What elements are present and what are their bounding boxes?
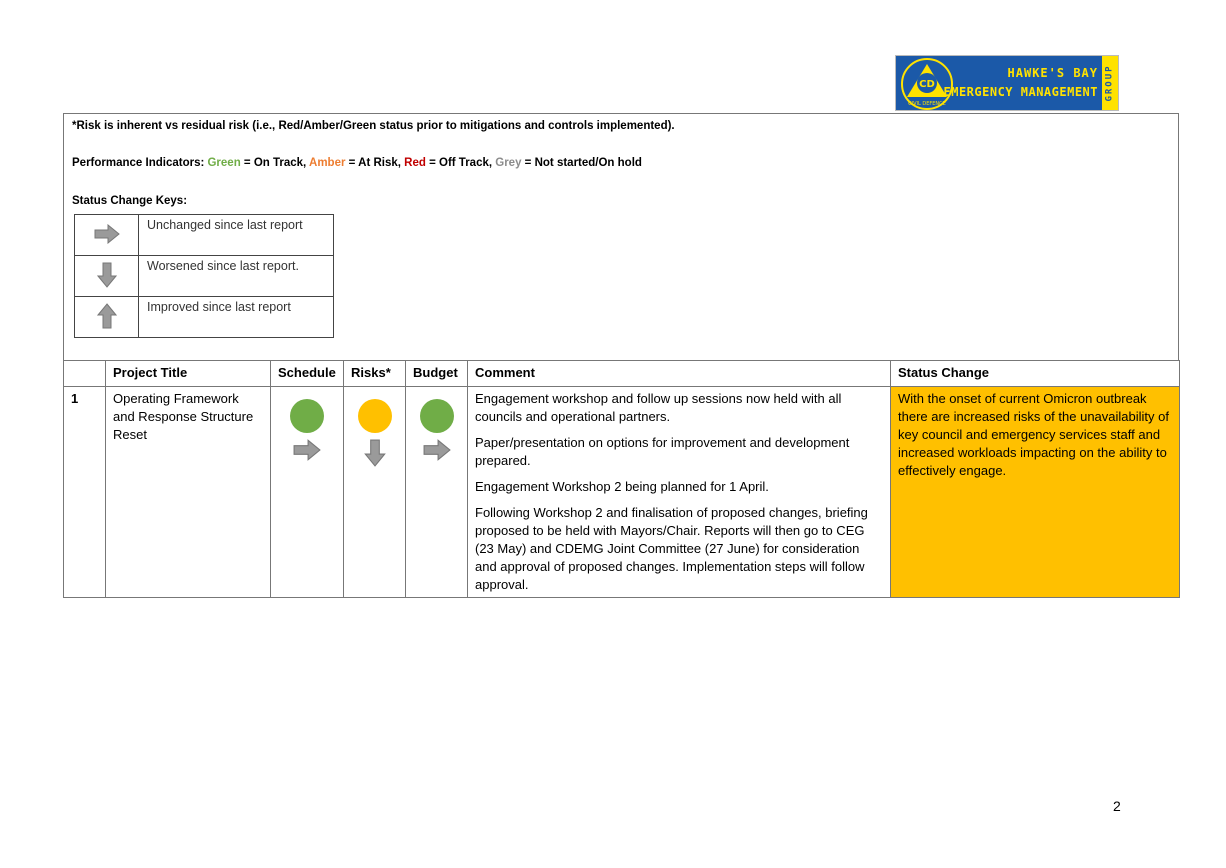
key-icon-cell [75, 215, 139, 256]
logo-line-2: EMERGENCY MANAGEMENT [943, 85, 1098, 99]
schedule-indicator [271, 387, 344, 598]
arrow-down-icon [364, 439, 386, 467]
risk-note: *Risk is inherent vs residual risk (i.e., Red/Amber/Green status prior to mitigations and controls implemented). [72, 120, 675, 132]
green-def: = On Track, [240, 157, 310, 169]
header-risks: Risks* [344, 361, 406, 387]
red-def: = Off Track, [425, 157, 496, 169]
status-change-keys-table [74, 214, 334, 338]
header-status-change: Status Change [891, 361, 1180, 387]
green-status-dot [420, 399, 454, 433]
key-icon-cell [75, 256, 139, 297]
grey-def: = Not started/On hold [521, 157, 642, 169]
key-row-worsened [75, 256, 334, 297]
arrow-up-icon [97, 303, 117, 329]
page-number: 2 [1113, 798, 1121, 814]
grey-key: Grey [495, 157, 522, 169]
comment-paragraph: Following Workshop 2 and finalisation of proposed changes, briefing proposed to be held with Mayors/Chair. Reports will then go to CEG (23 May) and CDEMG Joint Committee (27 June) for consideration and approval of proposed changes. Implementation steps will follow approval. [475, 505, 868, 592]
arrow-right-icon [94, 224, 120, 244]
key-label: Worsened since last report. [139, 256, 334, 297]
key-label: Improved since last report [139, 297, 334, 338]
comment-paragraph: Paper/presentation on options for improvement and development prepared. [475, 435, 850, 468]
header-schedule: Schedule [271, 361, 344, 387]
svg-text:CIVIL DEFENCE: CIVIL DEFENCE [908, 101, 946, 107]
red-key: Red [404, 157, 426, 169]
header-num [64, 361, 106, 387]
key-row-improved [75, 297, 334, 338]
key-icon-cell [75, 297, 139, 338]
comment-cell [468, 387, 891, 598]
project-title: Operating Framework and Response Structure Reset [106, 387, 271, 598]
logo-group-text: GROUP [1105, 64, 1115, 102]
row-number: 1 [64, 387, 106, 598]
key-label: Unchanged since last report [139, 215, 334, 256]
comment-paragraph: Engagement workshop and follow up sessions now held with all councils and operational partners. [475, 391, 842, 424]
green-key: Green [207, 157, 241, 169]
header-budget: Budget [406, 361, 468, 387]
logo-wordmark [944, 64, 1099, 102]
svg-text:CD: CD [919, 79, 935, 90]
logo-group-tab [1102, 56, 1118, 110]
status-change-cell: With the onset of current Omicron outbreak there are increased risks of the unavailability of key council and emergency services staff and increased workloads impacting on the ability to effectively engage. [891, 387, 1180, 598]
hawkes-bay-emergency-management-logo [895, 55, 1119, 111]
green-status-dot [290, 399, 324, 433]
table-row [64, 387, 1180, 598]
amber-status-dot [358, 399, 392, 433]
risks-indicator [344, 387, 406, 598]
arrow-right-icon [293, 439, 321, 461]
status-change-keys-title: Status Change Keys: [72, 195, 188, 207]
performance-indicators [72, 157, 642, 169]
perf-label: Performance Indicators: [72, 157, 208, 169]
amber-key: Amber [309, 157, 346, 169]
key-row-unchanged [75, 215, 334, 256]
info-box [63, 113, 1179, 360]
amber-def: = At Risk, [345, 157, 405, 169]
header-project-title: Project Title [106, 361, 271, 387]
budget-indicator [406, 387, 468, 598]
logo-line-1: HAWKE'S BAY [1007, 66, 1098, 80]
project-status-table [63, 360, 1180, 598]
header-comment: Comment [468, 361, 891, 387]
comment-paragraph: Engagement Workshop 2 being planned for 1 April. [475, 479, 769, 494]
arrow-down-icon [97, 262, 117, 288]
table-header-row [64, 361, 1180, 387]
arrow-right-icon [423, 439, 451, 461]
